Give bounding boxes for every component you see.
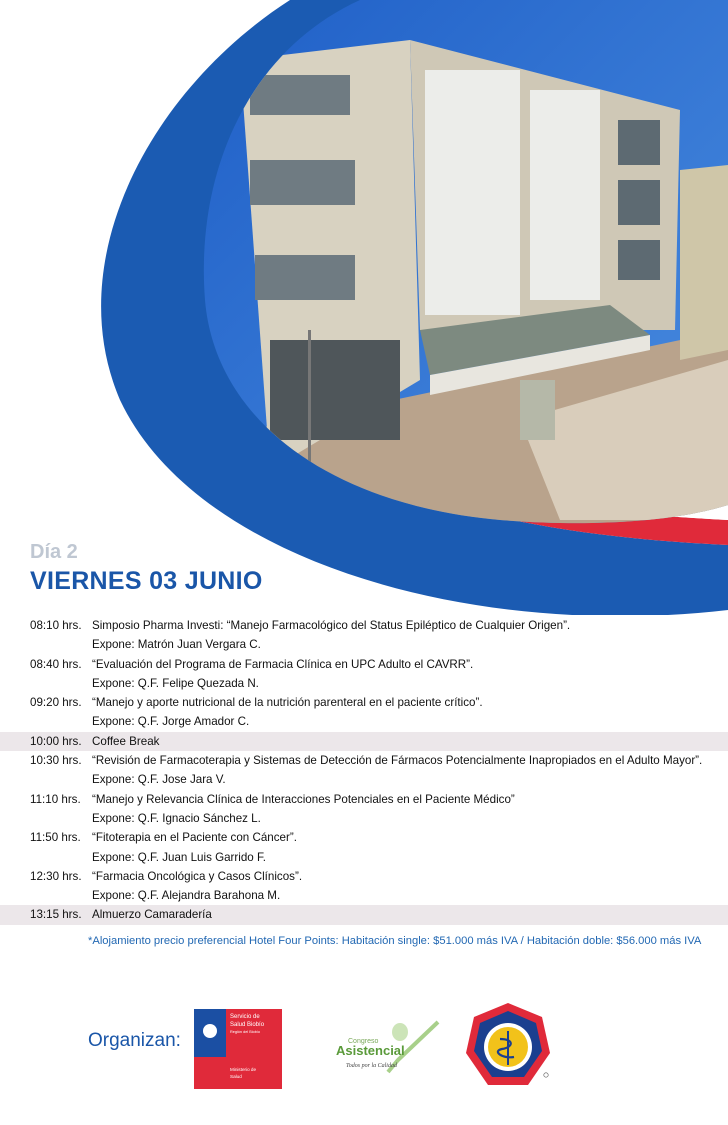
schedule-time: 08:10 hrs. bbox=[30, 619, 82, 632]
schedule-time: 11:50 hrs. bbox=[30, 831, 81, 845]
schedule-text: Expone: Q.F. Alejandra Barahona M. bbox=[92, 889, 281, 903]
schedule-text: Almuerzo Camaradería bbox=[92, 908, 212, 922]
schedule-row bbox=[0, 770, 728, 789]
schedule-text: Expone: Q.F. Felipe Quezada N. bbox=[92, 676, 259, 690]
schedule-row bbox=[0, 712, 728, 731]
schedule-time: 09:20 hrs. bbox=[30, 696, 82, 710]
schedule-text: “Farmacia Oncológica y Casos Clínicos”. bbox=[92, 869, 303, 883]
schedule-row bbox=[0, 655, 728, 674]
schedule-text: “Manejo y Relevancia Clínica de Interacciones Potenciales en el Paciente Médico” bbox=[92, 792, 515, 806]
schedule-text: Expone: Q.F. Juan Luis Garrido F. bbox=[92, 850, 266, 864]
schedule-row bbox=[0, 751, 728, 770]
organizers-label: Organizan: bbox=[88, 1030, 181, 1051]
schedule-row bbox=[0, 867, 728, 886]
schedule-row bbox=[0, 848, 728, 867]
schedule-time: 12:30 hrs. bbox=[30, 869, 82, 883]
logo2-top: Congreso bbox=[348, 1038, 379, 1045]
schedule-text: Expone: Q.F. Jorge Amador C. bbox=[92, 715, 250, 729]
schedule-row bbox=[0, 886, 728, 905]
schedule-text: Expone: Matrón Juan Vergara C. bbox=[92, 638, 261, 652]
schedule-row bbox=[0, 732, 728, 751]
schedule-list bbox=[0, 616, 728, 925]
schedule-time: 13:15 hrs. bbox=[30, 908, 82, 922]
day-label: Día 2 bbox=[30, 541, 78, 563]
schedule-time: 10:00 hrs. bbox=[30, 734, 82, 748]
logo1-line3: Región del Biobío bbox=[230, 1030, 260, 1034]
schedule-row bbox=[0, 809, 728, 828]
schedule-text: “Evaluación del Programa de Farmacia Clínica en UPC Adulto el CAVRR”. bbox=[92, 657, 474, 671]
logo2-main: Asistencial bbox=[336, 1043, 405, 1058]
schedule-time: 08:40 hrs. bbox=[30, 657, 82, 671]
logo1-line4: Ministerio de bbox=[230, 1067, 257, 1072]
congreso-asistencial-logo bbox=[318, 1020, 440, 1082]
schedule-text: Expone: Q.F. Jose Jara V. bbox=[92, 773, 226, 787]
schedule-row bbox=[0, 635, 728, 654]
schedule-row bbox=[0, 693, 728, 712]
logo1-line1: Servicio de bbox=[230, 1014, 260, 1020]
schedule-text: “Fitoterapia en el Paciente con Cáncer”. bbox=[92, 831, 297, 845]
schedule-text: “Manejo y aporte nutricional de la nutrición parenteral en el paciente crítico”. bbox=[92, 696, 483, 710]
schedule-text: “Revisión de Farmacoterapia y Sistemas de Detección de Fármacos Potencialmente Inapropiados en el Adulto Mayor”. bbox=[92, 754, 703, 768]
schedule-time: 10:30 hrs. bbox=[30, 754, 82, 768]
logo1-line5: Salud bbox=[230, 1074, 242, 1079]
schedule-row bbox=[0, 790, 728, 809]
schedule-text: Simposio Pharma Investi: “Manejo Farmacológico del Status Epiléptico de Cualquier Origen”. bbox=[92, 619, 571, 632]
schedule-text: Expone: Q.F. Ignacio Sánchez L. bbox=[92, 811, 261, 825]
schedule-time: 11:10 hrs. bbox=[30, 792, 81, 806]
schedule-row bbox=[0, 828, 728, 847]
schedule-row bbox=[0, 905, 728, 924]
servicio-salud-logo bbox=[194, 1009, 282, 1089]
schedule-text: Coffee Break bbox=[92, 734, 160, 748]
date-title: VIERNES 03 JUNIO bbox=[30, 567, 263, 595]
schedule-row bbox=[0, 674, 728, 693]
hotel-note: *Alojamiento precio preferencial Hotel Four Points: Habitación single: $51.000 más IVA / Habitación doble: $56.000 más IVA bbox=[88, 935, 702, 947]
logo1-line2: Salud Biobío bbox=[230, 1022, 265, 1028]
schedule-row bbox=[0, 616, 728, 635]
pharmacy-emblem-logo bbox=[462, 1001, 554, 1095]
logo2-tagline: Todos por la Calidad bbox=[346, 1063, 397, 1069]
